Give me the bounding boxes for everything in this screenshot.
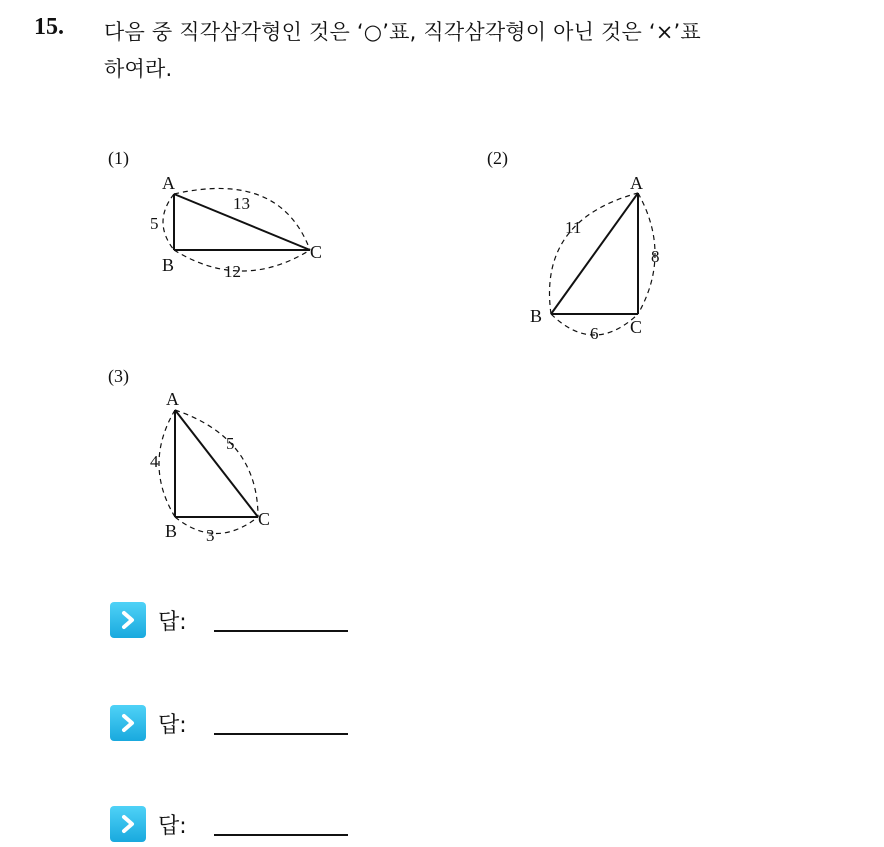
figure-3-label: (3) (108, 366, 129, 386)
triangle-3-vertex-a: A (166, 389, 179, 409)
triangle-3-vertex-c: C (258, 509, 271, 529)
triangle-2-side-ab-length: 11 (565, 218, 582, 237)
triangle-3-side-ac-length: 5 (226, 434, 235, 453)
answer-input-1[interactable] (214, 630, 348, 632)
triangle-1-arc-ab (163, 194, 174, 250)
triangle-1-side-bc-length: 12 (224, 262, 241, 281)
answer-row-3 (110, 804, 187, 844)
triangle-2-side-bc-length: 6 (590, 324, 599, 343)
figure-2-label: (2) (487, 148, 508, 168)
triangle-1-side-ab-length: 5 (150, 214, 159, 233)
triangle-3 (150, 389, 270, 545)
answer-row-2 (110, 703, 187, 743)
answer-row-1 (110, 600, 187, 640)
triangle-3-arc-bc (175, 517, 258, 534)
triangle-2-vertex-c: C (630, 317, 643, 337)
triangle-1-vertex-a: A (162, 173, 175, 193)
answer-label: 답: (158, 609, 187, 635)
triangle-2-vertex-b: B (530, 306, 543, 326)
answer-label: 답: (158, 712, 187, 738)
triangle-1-vertex-c: C (310, 242, 323, 262)
chevron-right-icon (110, 806, 146, 842)
triangle-2-side-ac-length: 8 (651, 247, 660, 266)
triangle-1-arc-bc (174, 250, 310, 271)
figure-1-label: (1) (108, 148, 129, 168)
answer-input-2[interactable] (214, 733, 348, 735)
triangle-1 (150, 173, 322, 281)
answer-input-3[interactable] (214, 834, 348, 836)
triangle-3-vertex-b: B (165, 521, 178, 541)
triangle-3-arc-ab (159, 410, 175, 517)
triangle-3-side-ab-length: 4 (150, 452, 159, 471)
question-line-1: 다음 중 직각삼각형인 것은 ‘○’표, 직각삼각형이 아닌 것은 ‘×’표 (104, 20, 701, 44)
chevron-right-icon (110, 602, 146, 638)
triangle-1-vertex-b: B (162, 255, 175, 275)
question-line-2: 하여라. (104, 57, 173, 81)
triangle-2 (530, 173, 660, 343)
chevron-right-icon (110, 705, 146, 741)
question-number: 15. (34, 14, 64, 40)
triangle-1-side-ac-length: 13 (233, 194, 250, 213)
answer-label: 답: (158, 813, 187, 839)
triangle-2-vertex-a: A (630, 173, 643, 193)
triangle-3-side-bc-length: 3 (206, 526, 215, 545)
